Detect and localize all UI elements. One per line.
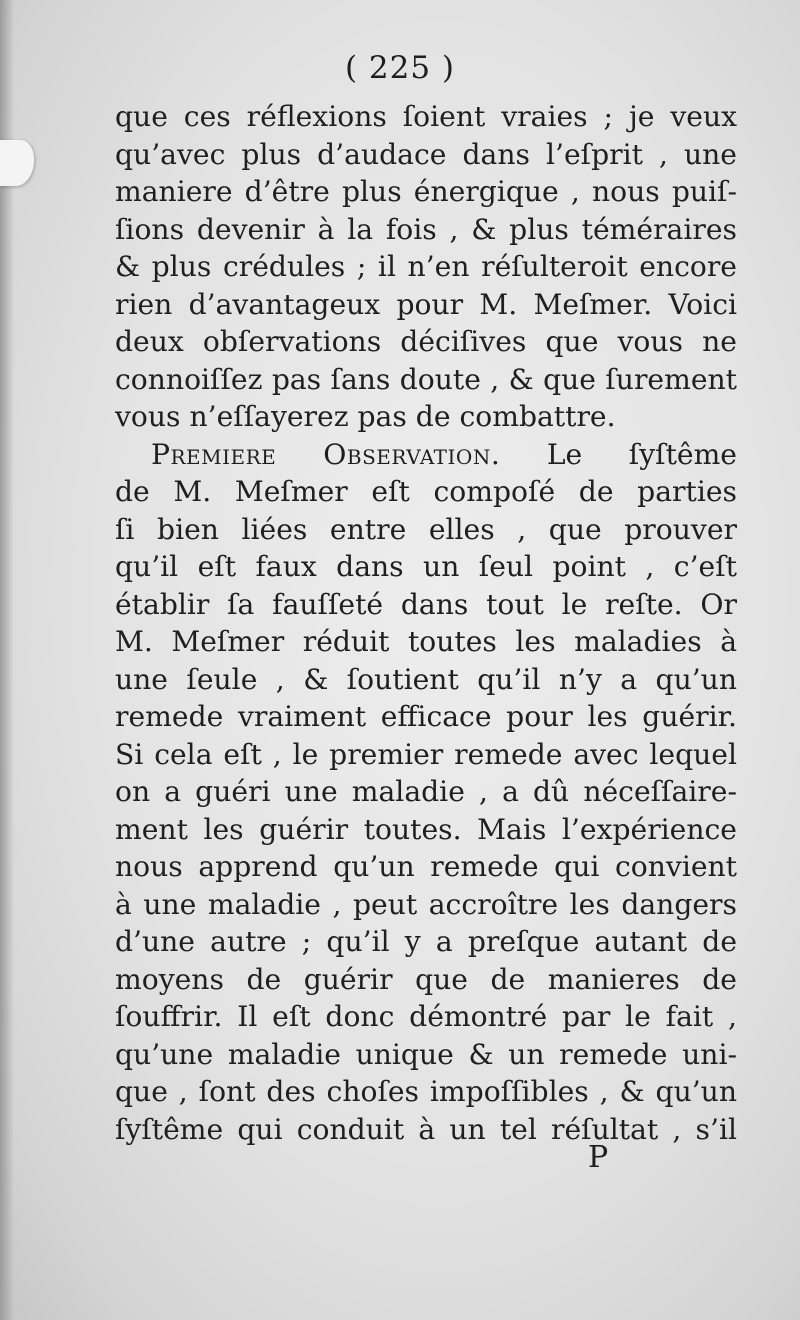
text-line: Si cela eſt , le premier remede avec lequel — [115, 737, 737, 771]
signature-mark: P — [588, 1140, 609, 1175]
text-line: moyens de guérir que de manieres de — [115, 962, 737, 996]
text-line: que ces réflexions ſoient vraies ; je veux — [115, 100, 737, 133]
text-line: qu’il eſt faux dans un ſeul point , c’eſt — [115, 550, 737, 583]
torn-paper-edge — [0, 140, 34, 186]
section-heading: Premiere Observation. — [151, 437, 501, 471]
text-line: que , ſont des choſes impoſſibles , & qu’un — [115, 1075, 737, 1108]
text-line: qu’avec plus d’audace dans l’eſprit , une — [115, 137, 737, 171]
text-line: d’une autre ; qu’il y a preſque autant de — [115, 925, 737, 958]
text-line: ment les guérir toutes. Mais l’expérience — [115, 812, 737, 846]
section-heading-line — [115, 436, 737, 474]
text-line: ſions devenir à la fois , & plus téméraires — [115, 212, 737, 246]
text-line: on a guéri une maladie , a dû néceſſaire- — [115, 775, 737, 808]
text-line: ſyſtême qui conduit à un tel réſultat , s’il — [115, 1112, 737, 1146]
text-line: établir ſa fauſſeté dans tout le reſte. Or — [115, 587, 737, 621]
body-text — [115, 98, 737, 1148]
text-line: nous apprend qu’un remede qui convient — [115, 850, 737, 883]
text-line: rien d’avantageux pour M. Meſmer. Voici — [115, 287, 737, 321]
text-line: vous n’eſſayerez pas de combattre. — [115, 400, 616, 433]
text-line: qu’une maladie unique & un remede uni- — [115, 1037, 737, 1071]
text-line: de M. Meſmer eſt compoſé de parties — [115, 475, 737, 508]
text-line: M. Meſmer réduit toutes les maladies à — [115, 625, 737, 658]
text-line: une ſeule , & ſoutient qu’il n’y a qu’un — [115, 662, 737, 696]
text-line: à une maladie , peut accroître les dangers — [115, 887, 737, 921]
text-line: ſouffrir. Il eſt donc démontré par le fait , — [115, 1000, 737, 1033]
text-line-fragment: Le ſyſtême — [546, 437, 737, 471]
text-line: maniere d’être plus énergique , nous puiſ- — [115, 175, 737, 208]
text-line: ſi bien liées entre elles , que prouver — [115, 512, 737, 546]
text-line: remede vraiment efficace pour les guérir. — [115, 700, 737, 733]
text-line: deux obſervations déciſives que vous ne — [115, 325, 737, 358]
page-number: ( 225 ) — [344, 50, 456, 86]
text-line: & plus crédules ; il n’en réſulteroit encore — [115, 250, 737, 283]
text-line: connoiſſez pas ſans doute , & que ſurement — [115, 362, 737, 396]
